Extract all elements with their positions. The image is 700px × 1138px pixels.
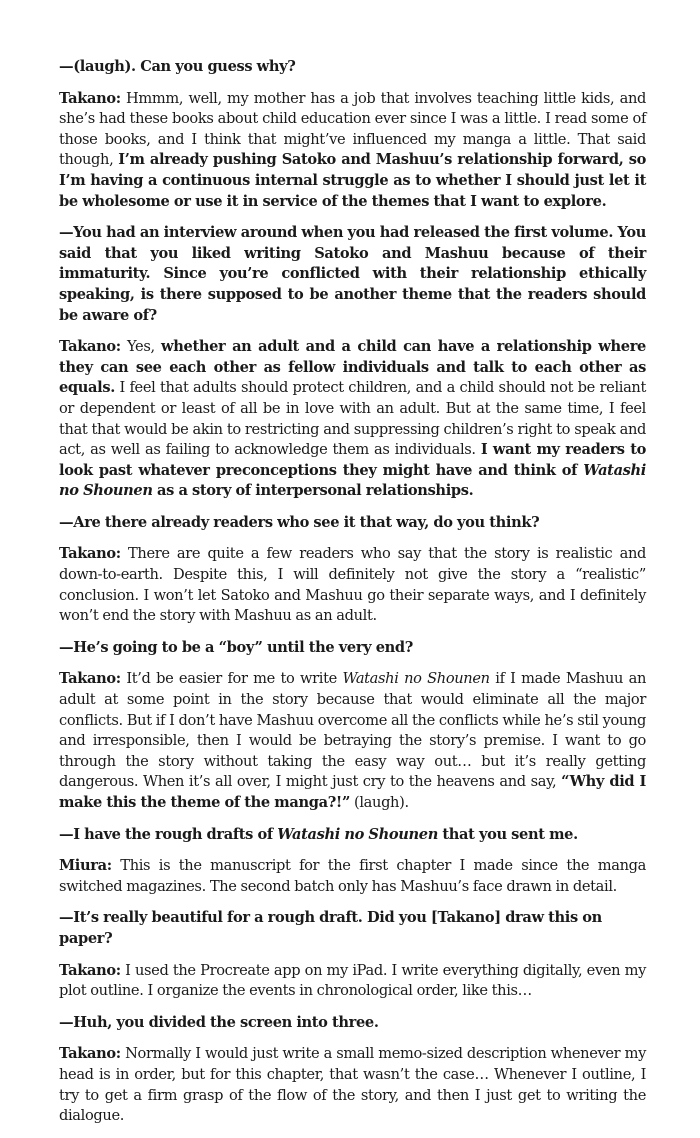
- answer-text: I used the Procreate app on my iPad. I write everything digitally, even my plot outline. I organize the events in chronological order, like this…: [59, 961, 646, 1000]
- answer-text-emphasis: as a story of interpersonal relationships.: [152, 482, 474, 500]
- interviewee-answer: [59, 89, 646, 213]
- answer-text: Hmmm, well, my mother has a job that involves teaching little kids, and she’s had these books about child education ever since I was a little. I read some of those books, and I think that might’ve influenced my manga a little. That said though,: [59, 89, 646, 169]
- interviewer-question: —You had an interview around when you had released the first volume. You said that you liked writing Satoko and Mashuu because of their immaturity. Since you’re conflicted with their relationship ethically speaking, is there supposed to be another theme that the readers should be aware of?: [59, 224, 646, 324]
- interviewer-question: —Are there already readers who see it that way, do you think?: [59, 513, 540, 531]
- answer-text: Yes,: [120, 338, 162, 356]
- interviewer-question: [59, 825, 646, 846]
- speaker-label: Takano:: [59, 670, 121, 688]
- interviewee-answer: [59, 856, 646, 897]
- answer-text: There are quite a few readers who say that the story is realistic and down-to-earth. Despite this, I will definitely not give the story a “realistic” conclusion. I won’t let Satoko and Mashuu go their separate ways, and I definitely won’t end the story with Mashuu as an adult.: [59, 545, 646, 625]
- answer-text: if I made Mashuu an adult at some point in the story because that would eliminate all the major conflicts. But if I don’t have Mashuu overcome all the conflicts while he’s stil young and irresponsible, then I would be betraying the story’s premise. I want to go through the story without taking the easy way out… but it’s really getting dangerous. When it’s all over, I might just cry to the heavens and say,: [59, 670, 646, 791]
- speaker-label: Takano:: [59, 1045, 121, 1063]
- answer-text: This is the manuscript for the first chapter I made since the manga switched magazines. The second batch only has Mashuu’s face drawn in detail.: [59, 857, 646, 895]
- interviewee-answer: [59, 669, 646, 813]
- interviewee-answer: [59, 544, 646, 626]
- interview-page: [59, 57, 646, 1138]
- answer-text-emphasis: I want my readers to look past whatever preconceptions they might have and think of: [59, 441, 647, 479]
- answer-text-emphasis: I’m already pushing Satoko and Mashuu’s relationship forward, so I’m having a continuous internal struggle as to whether I should just let it be wholesome or use it in service of the themes that I want to explore.: [59, 151, 647, 210]
- manga-title: Watashi no Shounen: [342, 670, 490, 688]
- question-text: —I have the rough drafts of: [59, 825, 278, 843]
- speaker-label: Takano:: [59, 961, 121, 979]
- interviewer-question: —(laugh). Can you guess why?: [59, 58, 296, 75]
- answer-text: I feel that adults should protect children, and a child should not be reliant or dependent or least of all be in love with an adult. But at the same time, I feel that that would be akin to restricting and suppressing children’s right to speak and act, as well as failing to acknowledge them as individuals.: [59, 379, 646, 459]
- speaker-label: Takano:: [59, 338, 121, 356]
- answer-text: It’d be easier for me to write: [120, 670, 343, 688]
- speaker-label: Miura:: [59, 857, 112, 875]
- interviewer-question: —He’s going to be a “boy” until the very end?: [59, 638, 413, 656]
- interviewee-answer: [59, 337, 646, 502]
- speaker-label: Takano:: [59, 545, 121, 563]
- answer-text: Normally I would just write a small memo-sized description whenever my head is in order, but for this chapter, that wasn’t the case… Whenever I outline, I try to get a firm grasp of the flow of the story, and then I just get to writing the dialogue.: [59, 1045, 646, 1125]
- interviewer-question: —Huh, you divided the screen into three.: [59, 1013, 379, 1031]
- answer-text-emphasis: whether an adult and a child can have a relationship where they can see each other as fellow individuals and talk to each other as equals.: [59, 338, 646, 397]
- answer-text: (laugh).: [350, 794, 409, 811]
- question-text: that you sent me.: [437, 825, 578, 843]
- manga-title: Watashi no Shounen: [59, 461, 646, 500]
- interviewee-answer: [59, 1044, 646, 1126]
- interviewer-question: —It’s really beautiful for a rough draft. Did you [Takano] draw this on paper?: [59, 909, 602, 947]
- answer-text-emphasis: “Why did I make this the theme of the manga?!”: [59, 773, 646, 811]
- interviewee-answer: [59, 961, 646, 1002]
- manga-title: Watashi no Shounen: [277, 825, 438, 843]
- speaker-label: Takano:: [59, 89, 121, 107]
